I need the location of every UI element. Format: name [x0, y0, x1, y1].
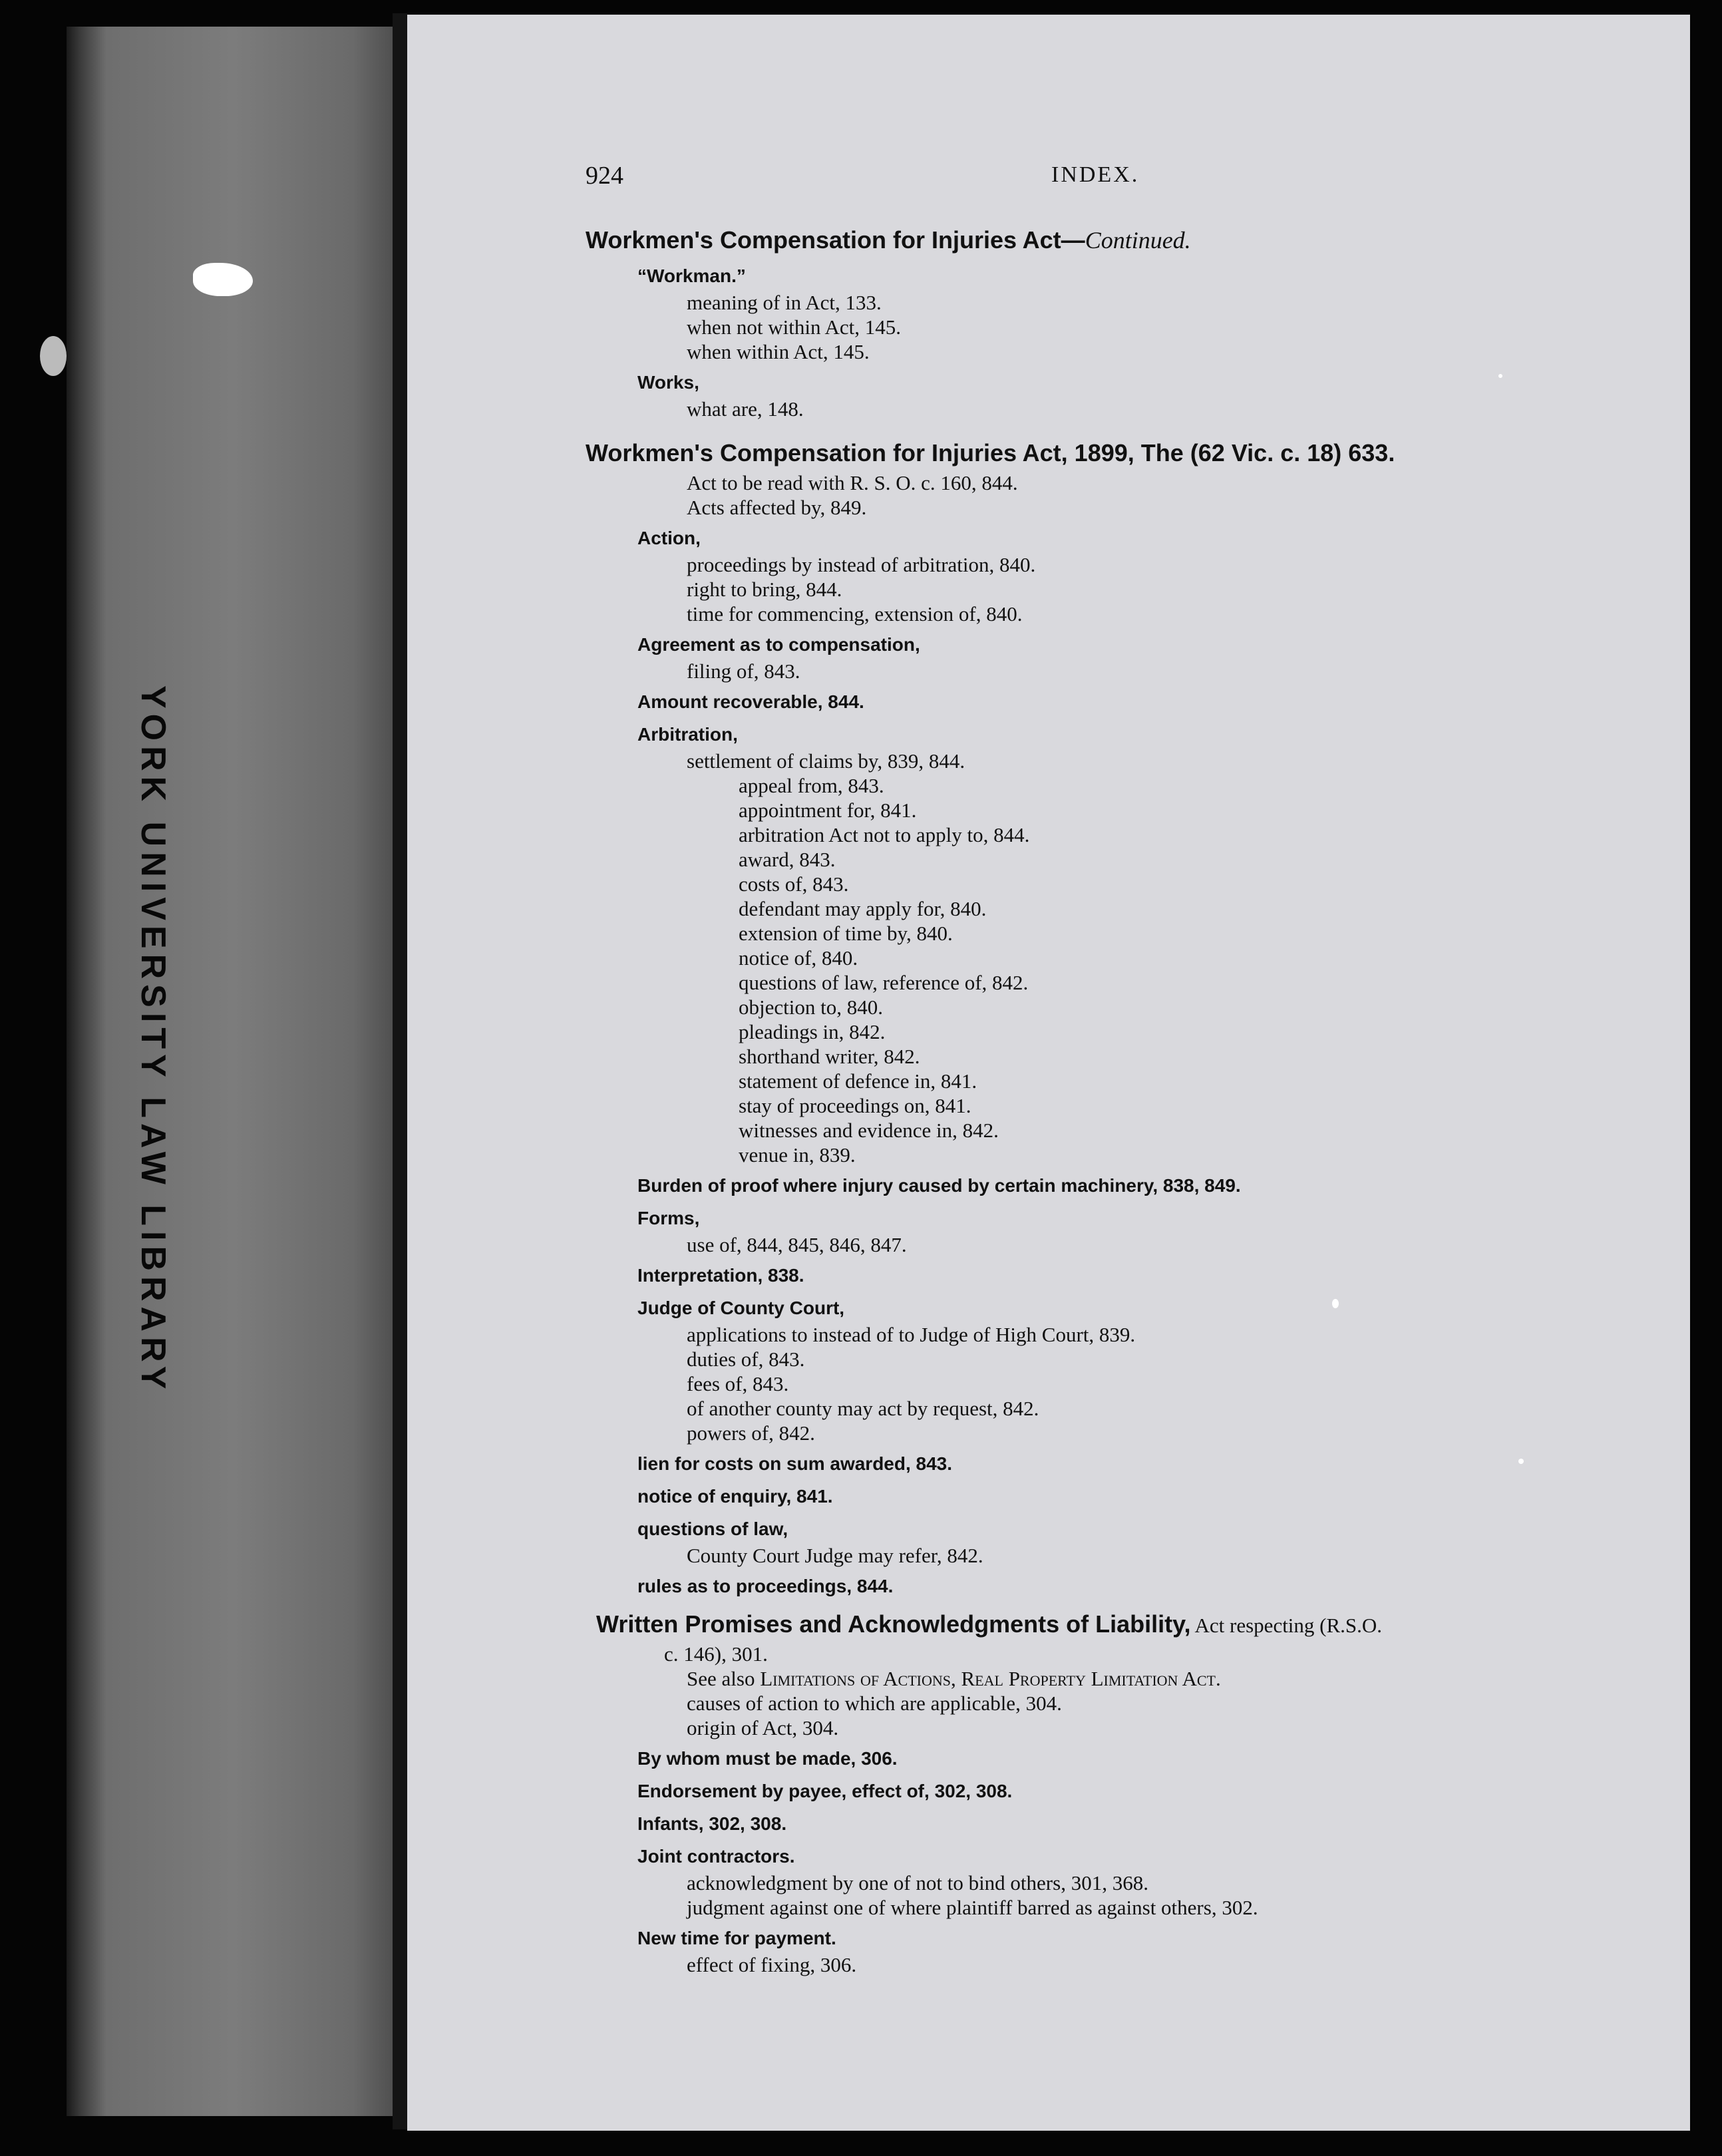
subheading: Infants, 302, 308.: [637, 1813, 787, 1834]
subheading: Joint contractors.: [637, 1846, 795, 1867]
subheading: New time for payment.: [637, 1928, 836, 1948]
subheading: Agreement as to compensation,: [637, 634, 920, 655]
dust-spot: [193, 263, 253, 296]
subheading: notice of enquiry, 841.: [637, 1486, 833, 1507]
index-subsubentry: questions of law, reference of, 842.: [739, 971, 1029, 994]
index-heading: [586, 1607, 1624, 1642]
subheading: Burden of proof where injury caused by certain machinery, 838, 849.: [637, 1175, 1241, 1196]
index-subsubentry: stay of proceedings on, 841.: [739, 1094, 971, 1117]
subheading: Action,: [637, 528, 701, 548]
index-subentry: duties of, 843.: [687, 1348, 805, 1371]
dust-spot: [40, 336, 67, 376]
index-subentry: right to bring, 844.: [687, 578, 842, 601]
subheading: “Workman.”: [637, 266, 746, 286]
subheading: Judge of County Court,: [637, 1298, 845, 1318]
index-subentry: Act to be read with R. S. O. c. 160, 844.: [687, 471, 1018, 494]
index-subsubentry: appeal from, 843.: [739, 774, 884, 797]
running-head: [586, 161, 1144, 194]
index-subsubentry: witnesses and evidence in, 842.: [739, 1119, 999, 1142]
index-subentry: of another county may act by request, 842.: [687, 1397, 1039, 1420]
index-subentry: settlement of claims by, 839, 844.: [687, 749, 965, 773]
see-also-refs: Limitations of Actions, Real Property Limitation Act.: [760, 1667, 1221, 1690]
index-subentry: County Court Judge may refer, 842.: [687, 1544, 983, 1567]
heading-continuation: c. 146), 301.: [664, 1642, 768, 1666]
heading-tail: (62 Vic. c. 18) 633.: [1183, 439, 1395, 466]
index-heading: [586, 436, 1624, 470]
index-subentry: effect of fixing, 306.: [687, 1953, 857, 1976]
heading-text: Workmen's Compensation for Injuries Act, 1899, The: [586, 439, 1184, 466]
subheading: Forms,: [637, 1208, 700, 1228]
index-subentry: when within Act, 145.: [687, 340, 870, 363]
index-subentry: time for commencing, extension of, 840.: [687, 602, 1023, 626]
subheading: Works,: [637, 372, 699, 393]
index-subentry: Acts affected by, 849.: [687, 496, 867, 519]
running-title: INDEX.: [1051, 162, 1140, 187]
subheading: questions of law,: [637, 1519, 788, 1539]
index-subsubentry: shorthand writer, 842.: [739, 1045, 920, 1068]
index-subentry: proceedings by instead of arbitration, 840.: [687, 553, 1036, 576]
index-subentry: use of, 844, 845, 846, 847.: [687, 1233, 907, 1256]
index-subentry: filing of, 843.: [687, 659, 800, 683]
index-subentry: causes of action to which are applicable, 304.: [687, 1692, 1062, 1715]
index-subsubentry: objection to, 840.: [739, 995, 883, 1019]
index-subentry: origin of Act, 304.: [687, 1716, 839, 1739]
index-subsubentry: defendant may apply for, 840.: [739, 897, 987, 920]
index-content: [586, 223, 1624, 1977]
index-subentry: what are, 148.: [687, 397, 804, 421]
subheading: Interpretation, 838.: [637, 1265, 804, 1286]
subheading: lien for costs on sum awarded, 843.: [637, 1453, 953, 1474]
index-subsubentry: award, 843.: [739, 848, 836, 871]
index-subentry: judgment against one of where plaintiff barred as against others, 302.: [687, 1896, 1258, 1919]
heading-text: Written Promises and Acknowledgments of Liability,: [596, 1610, 1191, 1638]
index-subsubentry: costs of, 843.: [739, 872, 849, 896]
continued-note: Continued.: [1085, 227, 1191, 254]
heading-tail: Act respecting (R.S.O.: [1190, 1614, 1383, 1637]
index-subentry: applications to instead of to Judge of High Court, 839.: [687, 1323, 1136, 1346]
index-subsubentry: notice of, 840.: [739, 946, 858, 970]
index-subsubentry: pleadings in, 842.: [739, 1020, 886, 1043]
index-subentry: fees of, 843.: [687, 1372, 789, 1395]
subheading: rules as to proceedings, 844.: [637, 1576, 894, 1596]
index-subsubentry: appointment for, 841.: [739, 799, 917, 822]
index-subentry: meaning of in Act, 133.: [687, 291, 882, 314]
subheading: By whom must be made, 306.: [637, 1748, 898, 1769]
spine-label: YORK UNIVERSITY LAW LIBRARY: [134, 685, 172, 1395]
index-subentry: when not within Act, 145.: [687, 315, 902, 339]
index-heading: [586, 223, 1624, 258]
book-spine: [67, 27, 393, 2116]
page-gutter: [393, 13, 407, 2129]
index-subsubentry: venue in, 839.: [739, 1143, 856, 1167]
heading-text: Workmen's Compensation for Injuries Act—: [586, 226, 1085, 254]
index-subsubentry: statement of defence in, 841.: [739, 1069, 977, 1093]
subheading: Arbitration,: [637, 724, 738, 745]
index-subentry: acknowledgment by one of not to bind others, 301, 368.: [687, 1871, 1148, 1894]
subheading: Endorsement by payee, effect of, 302, 308.: [637, 1781, 1013, 1801]
index-subsubentry: arbitration Act not to apply to, 844.: [739, 823, 1030, 846]
index-subentry: powers of, 842.: [687, 1421, 815, 1445]
see-also-reference: [586, 1666, 1624, 1691]
page-number: 924: [586, 162, 623, 190]
index-subsubentry: extension of time by, 840.: [739, 922, 953, 945]
see-also-prefix: See also: [687, 1667, 761, 1690]
subheading: Amount recoverable, 844.: [637, 691, 864, 712]
